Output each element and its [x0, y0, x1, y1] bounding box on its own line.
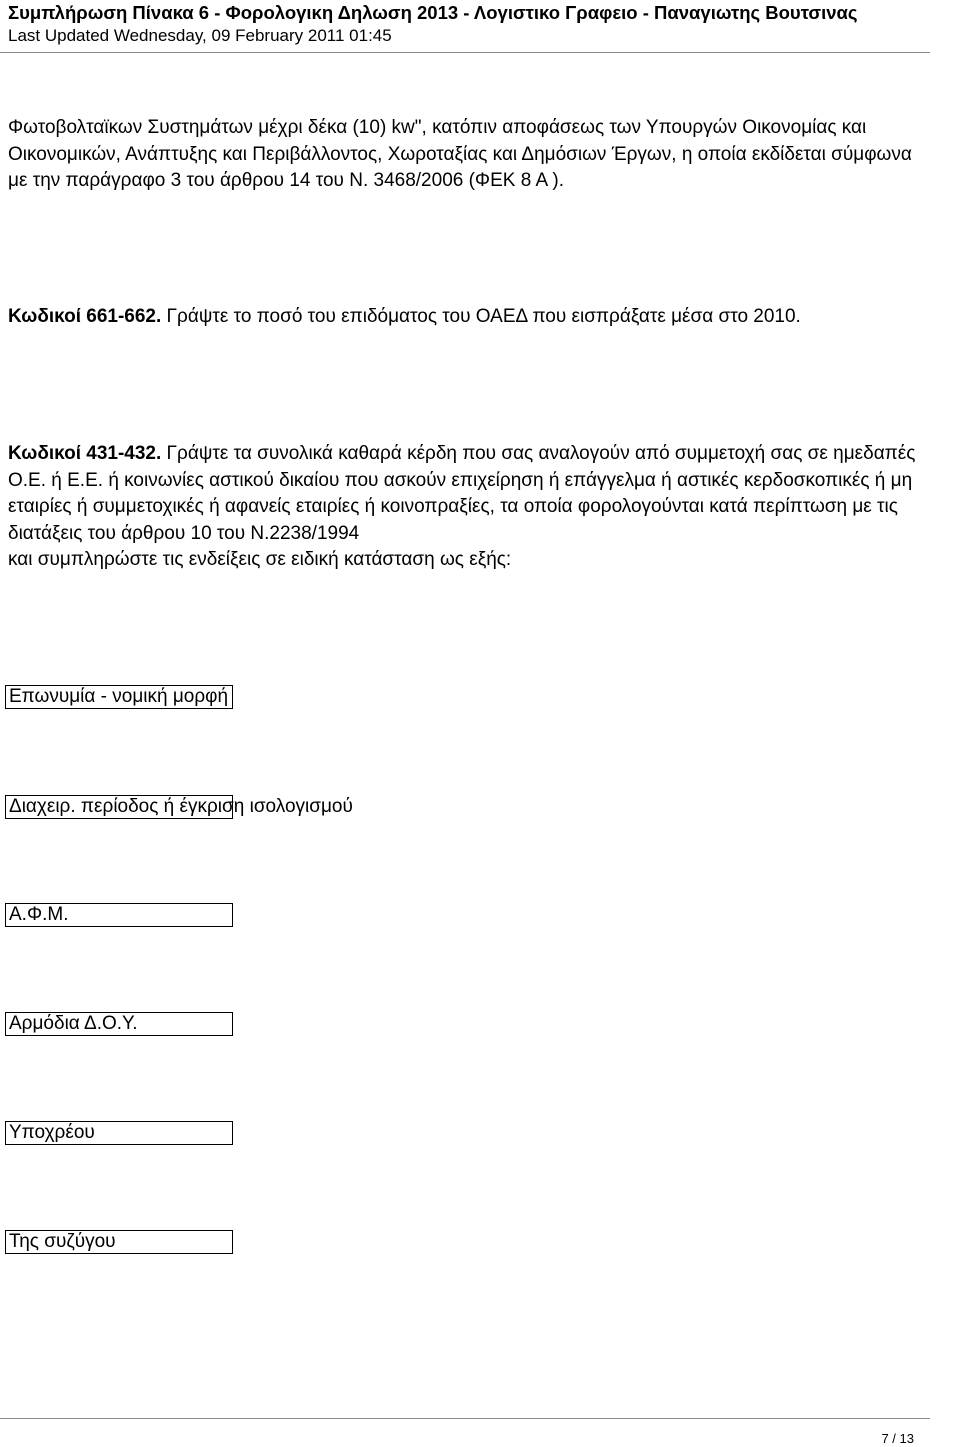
paragraph-codes-661-662 [8, 304, 928, 331]
paragraph-text: Φωτοβολταϊκων Συστημάτων μέχρι δέκα (10) kw", κατόπιν αποφάσεως των Υπουργών Οικονομίας και Οικονομικών, Ανάπτυξης και Περιβάλλοντος, Χωροταξίας και Δημόσιων Έργων, η οποία εκδίδεται σύμφωνα με την παράγραφο 3 του άρθρου 14 του Ν. 3468/2006 (ΦΕΚ 8 Α ). [8, 117, 912, 191]
page-title: Συμπλήρωση Πίνακα 6 - Φορολογικη Δηλωση 2013 - Λογιστικο Γραφειο - Παναγιωτης Βουτσινας [8, 2, 858, 23]
last-updated-text: Last Updated Wednesday, 09 February 2011 01:45 [8, 26, 392, 45]
paragraph-photovoltaic [8, 115, 928, 195]
paragraph-text-continued: και συμπληρώστε τις ενδείξεις σε ειδική κατάσταση ως εξής: [8, 549, 512, 570]
page-header [0, 0, 960, 52]
page-number: 7 / 13 [881, 1431, 914, 1446]
footer-divider [0, 1418, 930, 1419]
header-divider [0, 52, 930, 53]
paragraph-text: Γράψτε τα συνολικά καθαρά κέρδη που σας αναλογούν από συμμετοχή σας σε ημεδαπές Ο.Ε. ή Ε.Ε. ή κοινωνίες αστικού δικαίου που ασκούν επιχείρηση ή επάγγελμα ή αστικές κερδοσκοπικές ή μη εταιρίες ή συμμετοχικές ή αφανείς εταιρίες ή κοινοπραξίες, τα οποία φορολογούνται κατά περίπτωση με τις διατάξεις του άρθρου 10 του Ν.2238/1994 [8, 443, 916, 544]
field-label-spouse: Της συζύγου [9, 1231, 116, 1252]
field-label-taxpayer: Υποχρέου [9, 1122, 95, 1143]
field-label-management-period: Διαχειρ. περίοδος ή έγκριση ισολογισμού [9, 796, 353, 817]
code-label: Κωδικοί 431-432. [8, 443, 162, 464]
field-label-tax-office: Αρμόδια Δ.Ο.Υ. [9, 1013, 138, 1034]
field-label-afm: Α.Φ.Μ. [9, 904, 69, 925]
paragraph-text: Γράψτε το ποσό του επιδόματος του ΟΑΕΔ που εισπράξατε μέσα στο 2010. [161, 306, 801, 327]
field-label-name-legal-form: Επωνυμία - νομική μορφή [9, 686, 229, 707]
code-label: Κωδικοί 661-662. [8, 306, 162, 327]
paragraph-codes-431-432 [8, 441, 928, 574]
